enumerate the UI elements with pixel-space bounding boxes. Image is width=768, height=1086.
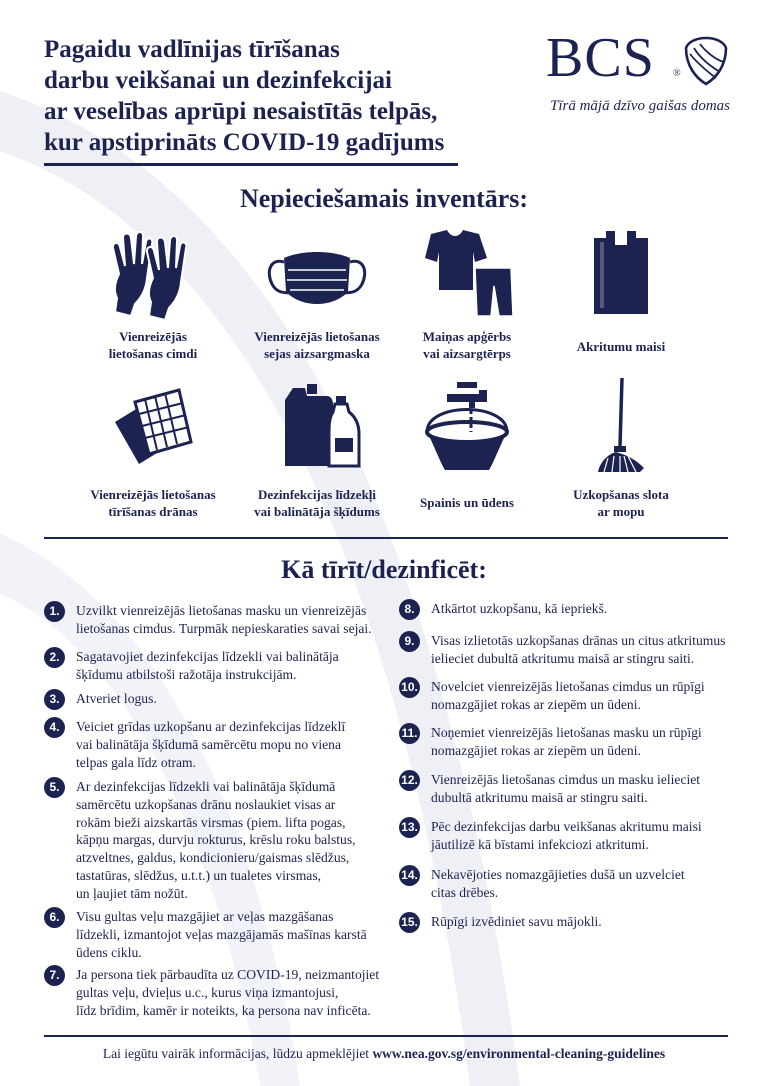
- step-number-badge: 5.: [44, 777, 65, 798]
- footer-divider: [44, 1035, 728, 1037]
- label-line: lietošanas cimdi: [108, 346, 198, 361]
- step-number-badge: 7.: [44, 965, 65, 986]
- step-line: Visas izlietotās uzkopšanas drānas un citus atkritumus: [431, 633, 726, 648]
- inventory-item-cleaning-cloth: [68, 382, 238, 522]
- inventory-item-clothes: [382, 228, 552, 368]
- step-text: [431, 600, 607, 618]
- step-text: [431, 913, 602, 931]
- step-number-badge: 9.: [399, 631, 420, 652]
- face-mask-icon: [262, 228, 372, 320]
- label-line: Vienreizējās lietošanas: [90, 487, 216, 502]
- step-line: Veiciet grīdas uzkopšanu ar dezinfekcijas līdzeklī: [76, 719, 346, 734]
- label-line: Akritumu maisi: [576, 339, 666, 354]
- footer: [0, 1046, 768, 1062]
- step-line: rokām bieži aizskartās virsmas (piem. lifta pogas,: [76, 814, 346, 830]
- mop-icon: [586, 376, 656, 476]
- logo-wordmark: BCS: [546, 27, 655, 89]
- step-line: līdz brīdim, kamēr ir noteikts, ka persona nav inficēta.: [76, 1002, 371, 1018]
- label-line: Maiņas apģērbs: [422, 329, 512, 344]
- step-text: [431, 818, 702, 854]
- bucket-tap-icon: [417, 382, 517, 482]
- section-divider: [44, 537, 728, 539]
- title-line: kur apstiprināts COVID-19 gadījums: [44, 129, 445, 156]
- label-line: ar mopu: [597, 504, 645, 519]
- label-line: Uzkopšanas slota: [573, 487, 669, 502]
- label-line: Vienreizējās lietošanas: [254, 329, 380, 344]
- step-number-badge: 11.: [399, 723, 420, 744]
- step-line: Uzvilkt vienreizējās lietošanas masku un vienreizējās: [76, 603, 367, 618]
- disinfectant-bottles-icon: [267, 382, 367, 474]
- title-line: darbu veikšanai un dezinfekcijai: [44, 67, 392, 94]
- logo-tagline: Tīrā mājā dzīvo gaišas domas: [549, 98, 731, 114]
- step-line: nomazgājiet rokas ar ziepēm un ūdeni.: [431, 696, 641, 712]
- step-text: [431, 678, 705, 714]
- step-line: Vienreizējās lietošanas cimdus un masku ielieciet: [431, 772, 701, 787]
- bcs-logo: [540, 28, 740, 124]
- label-line: Spainis un ūdens: [420, 495, 514, 510]
- inventory-heading: Nepieciešamais inventārs:: [239, 184, 529, 213]
- step-line: jāutilizē kā bīstami infekciozi atkritumi.: [431, 836, 649, 852]
- step-number-badge: 12.: [399, 770, 420, 791]
- step-line: vai balinātāja šķīdumā samērcētu mopu no viena: [76, 736, 341, 752]
- step-line: Pēc dezinfekcijas darbu veikšanas akritumu maisi: [431, 819, 702, 834]
- step-text: [76, 602, 372, 638]
- steps-heading: Kā tīrīt/dezinficēt:: [281, 555, 487, 584]
- clothes-icon: [417, 228, 517, 320]
- step-line: līdzekli, izmantojot veļas mazgājamās mašīnas karstā: [76, 926, 367, 942]
- step-line: lietošanas cimdus. Turpmāk nepieskaraties savai sejai.: [76, 620, 372, 636]
- step-line: Nekavējoties nomazgājieties dušā un uzvelciet: [431, 867, 685, 882]
- step-line: šķīdumu atbilstoši ražotāja instrukcijām.: [76, 666, 297, 682]
- step-line: un ļaujiet tām nožūt.: [76, 885, 188, 901]
- step-line: telpas gala līdz otram.: [76, 754, 197, 770]
- inventory-label: [536, 338, 706, 355]
- inventory-label: [232, 328, 402, 362]
- step-number-badge: 2.: [44, 647, 65, 668]
- inventory-label: [68, 486, 238, 520]
- step-line: Sagatavojiet dezinfekcijas līdzekli vai balinātāja: [76, 649, 339, 664]
- label-line: vai balinātāja šķīdums: [254, 504, 380, 519]
- step-text: [76, 718, 345, 771]
- step-line: gultas veļu, dvieļus u.c., kurus viņa izmantojusi,: [76, 984, 339, 1000]
- inventory-label: [382, 328, 552, 362]
- step-number-badge: 3.: [44, 689, 65, 710]
- step-number-badge: 1.: [44, 601, 65, 622]
- logo-registered-mark: ®: [673, 68, 681, 79]
- step-line: atzveltnes, galdus, kondicionieru/gaismas slēdžus,: [76, 850, 350, 866]
- step-line: Atkārtot uzkopšanu, kā iepriekš.: [431, 601, 608, 616]
- inventory-label: [382, 494, 552, 511]
- step-text: [76, 690, 157, 708]
- step-line: Ja persona tiek pārbaudīta uz COVID-19, neizmantojiet: [76, 967, 380, 982]
- footer-text: Lai iegūtu vairāk informācijas, lūdzu apmeklējiet: [102, 1046, 373, 1061]
- step-text: [76, 908, 367, 961]
- footer-link[interactable]: www.nea.gov.sg/environmental-cleaning-guidelines: [372, 1046, 666, 1061]
- inventory-item-trash-bags: [536, 228, 706, 368]
- step-line: kāpņu margas, durvju rokturus, krēslu roku balstus,: [76, 832, 356, 848]
- inventory-item-gloves: [68, 228, 238, 368]
- title-underline: [44, 163, 458, 166]
- step-number-badge: 13.: [399, 817, 420, 838]
- title-line: ar veselības aprūpi nesaistītās telpās,: [44, 98, 438, 125]
- step-text: [76, 778, 356, 903]
- step-number-badge: 10.: [399, 677, 420, 698]
- inventory-item-disinfectant: [232, 382, 402, 522]
- step-text: [431, 866, 685, 902]
- step-number-badge: 4.: [44, 717, 65, 738]
- step-line: tastatūras, slēdžus, u.t.t.) un tualetes virsmas,: [76, 867, 322, 883]
- inventory-label: [232, 486, 402, 520]
- step-number-badge: 15.: [399, 912, 420, 933]
- label-line: Vienreizējās: [119, 329, 187, 344]
- step-line: Novelciet vienreizējās lietošanas cimdus un rūpīgi: [431, 679, 705, 694]
- label-line: Dezinfekcijas līdzekļi: [257, 487, 377, 502]
- trash-bag-icon: [586, 228, 656, 320]
- cleaning-cloth-icon: [105, 382, 201, 474]
- step-text: [431, 632, 725, 668]
- step-text: [76, 648, 339, 684]
- inventory-label: [68, 328, 238, 362]
- step-line: Noņemiet vienreizējās lietošanas masku un rūpīgi: [431, 725, 702, 740]
- inventory-label: [536, 486, 706, 520]
- page-title: [44, 34, 474, 158]
- step-line: ielieciet dubultā atkritumu maisā ar stingru saiti.: [431, 650, 695, 666]
- shield-icon: [678, 32, 734, 88]
- inventory-item-mop: [536, 376, 706, 522]
- step-line: samērcētu uzkopšanas drānu noslaukiet visas ar: [76, 796, 336, 812]
- step-number-badge: 6.: [44, 907, 65, 928]
- label-line: sejas aizsargmaska: [264, 346, 370, 361]
- step-line: dubultā atkritumu maisā ar stingru saiti.: [431, 789, 648, 805]
- label-line: tīrīšanas drānas: [108, 504, 198, 519]
- step-line: Atveriet logus.: [76, 691, 157, 706]
- step-text: [76, 966, 379, 1019]
- step-line: citas drēbes.: [431, 884, 499, 900]
- step-text: [431, 771, 700, 807]
- step-line: Visu gultas veļu mazgājiet ar veļas mazgāšanas: [76, 909, 334, 924]
- step-line: ūdens ciklu.: [76, 944, 142, 960]
- gloves-icon: [105, 228, 201, 320]
- label-line: vai aizsargtērps: [423, 346, 511, 361]
- step-line: nomazgājiet rokas ar ziepēm un ūdeni.: [431, 742, 641, 758]
- step-text: [431, 724, 702, 760]
- inventory-item-bucket: [382, 382, 552, 522]
- inventory-item-face-mask: [232, 228, 402, 368]
- title-line: Pagaidu vadlīnijas tīrīšanas: [44, 36, 340, 63]
- step-number-badge: 14.: [399, 865, 420, 886]
- step-line: Ar dezinfekcijas līdzekli vai balinātāja šķīdumā: [76, 779, 336, 794]
- step-line: Rūpīgi izvēdiniet savu mājokli.: [431, 914, 602, 929]
- step-number-badge: 8.: [399, 599, 420, 620]
